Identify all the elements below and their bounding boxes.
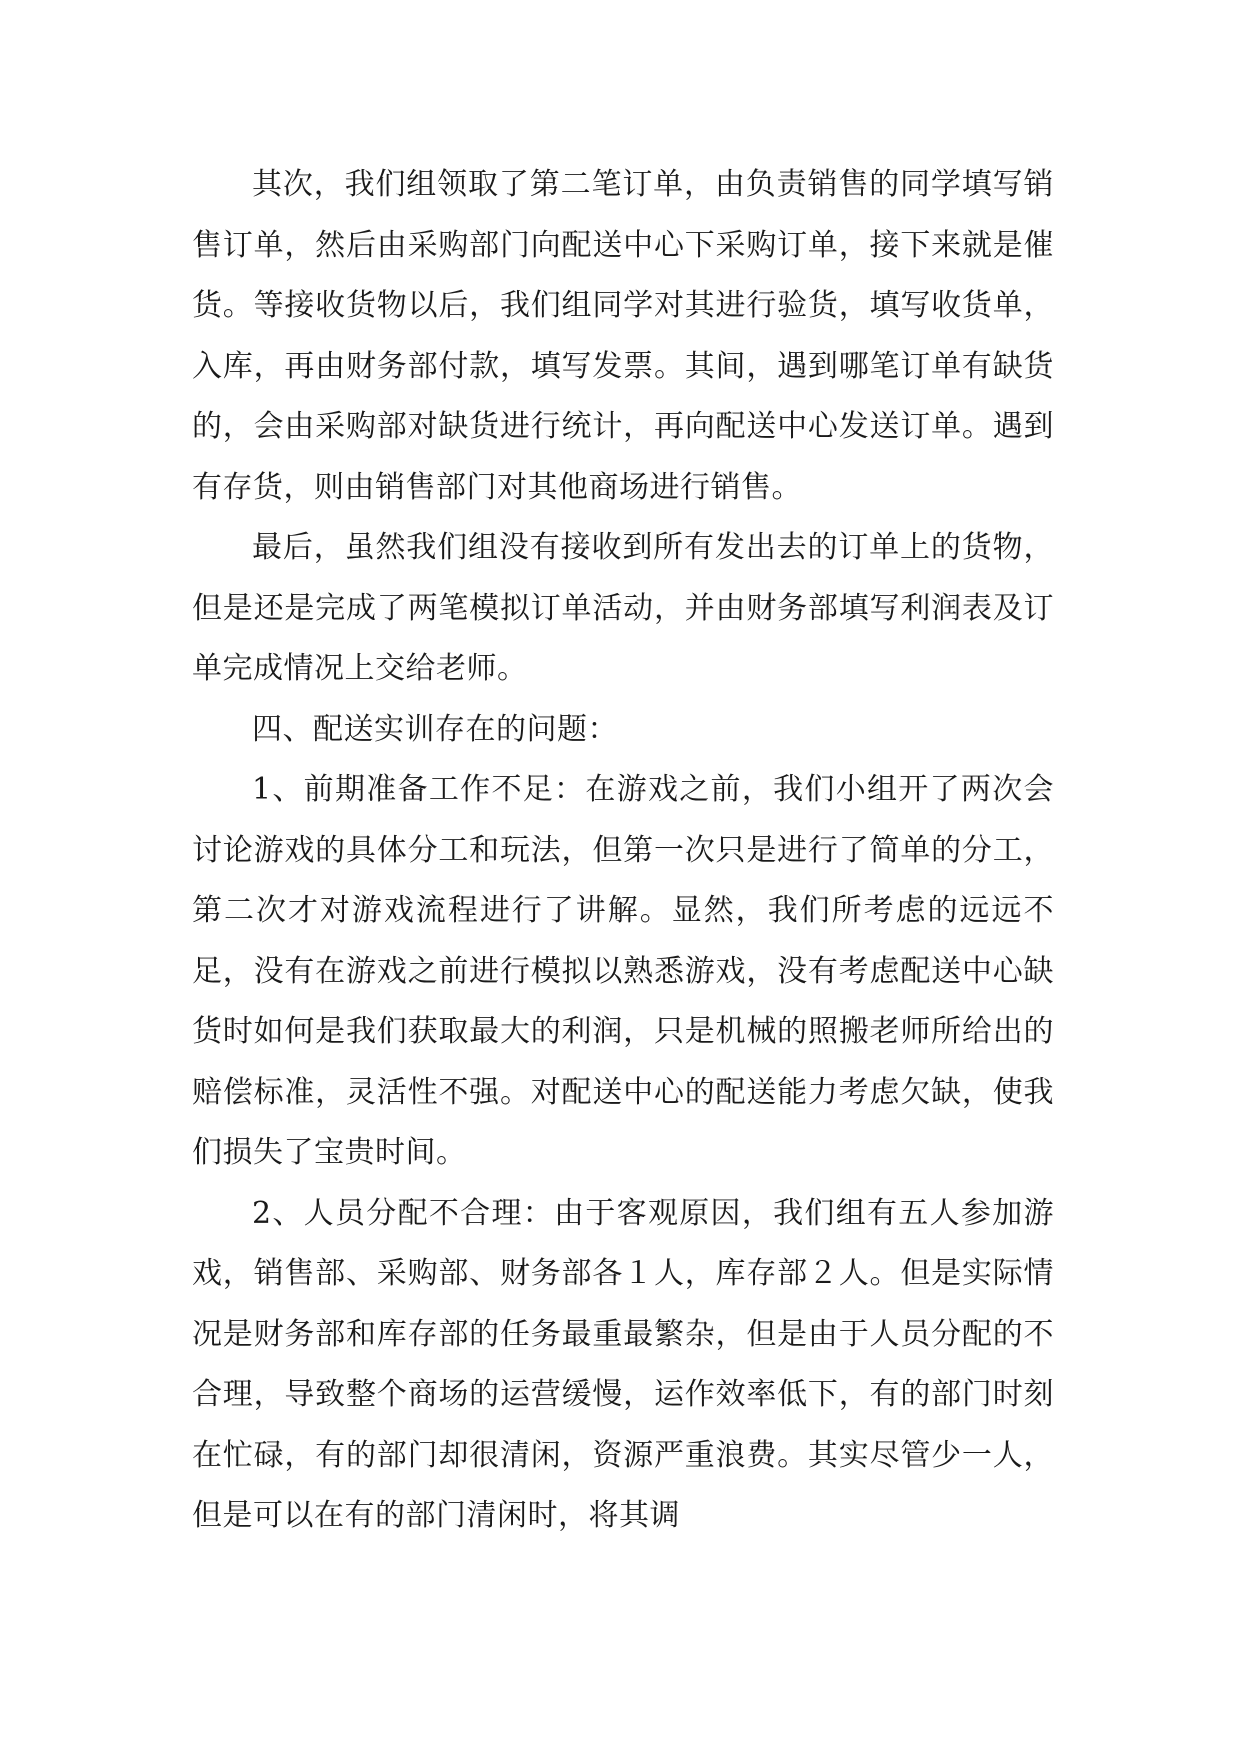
paragraph-finally: 最后，虽然我们组没有接收到所有发出去的订单上的货物，但是还是完成了两笔模拟订单活动，并由财务部填写利润表及订单完成情况上交给老师。 [192, 530, 1054, 686]
document-body [192, 155, 1054, 1547]
paragraph-problem-2: 2、人员分配不合理：由于客观原因，我们组有五人参加游戏，销售部、采购部、财务部各１人，库存部２人。但是实际情况是财务部和库存部的任务最重最繁杂，但是由于人员分配的不合理，导致整个商场的运营缓慢，运作效率低下，有的部门时刻在忙碌，有的部门却很清闲，资源严重浪费。其实尽管少一人，但是可以在有的部门清闲时，将其调 [192, 1195, 1054, 1533]
paragraph-problem-1: 1、前期准备工作不足：在游戏之前，我们小组开了两次会讨论游戏的具体分工和玩法，但第一次只是进行了简单的分工，第二次才对游戏流程进行了讲解。显然，我们所考虑的远远不足，没有在游戏之前进行模拟以熟悉游戏，没有考虑配送中心缺货时如何是我们获取最大的利润，只是机械的照搬老师所给出的赔偿标准，灵活性不强。对配送中心的配送能力考虑欠缺，使我们损失了宝贵时间。 [192, 772, 1054, 1170]
section-heading-problems: 四、配送实训存在的问题： [252, 711, 618, 747]
paragraph-second-order: 其次，我们组领取了第二笔订单，由负责销售的同学填写销售订单，然后由采购部门向配送中心下采购订单，接下来就是催货。等接收货物以后，我们组同学对其进行验货，填写收货单，入库，再由财务部付款，填写发票。其间，遇到哪笔订单有缺货的，会由采购部对缺货进行统计，再向配送中心发送订单。遇到有存货，则由销售部门对其他商场进行销售。 [192, 167, 1054, 505]
